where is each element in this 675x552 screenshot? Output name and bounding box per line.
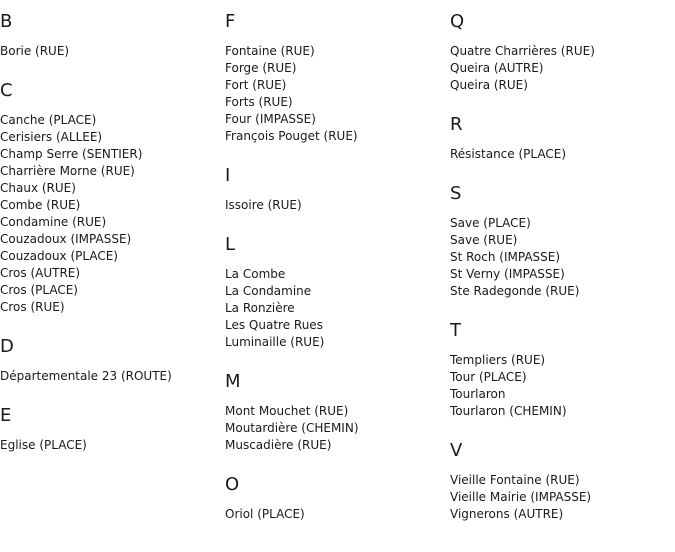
- street-item: Vieille Fontaine (RUE): [450, 473, 580, 487]
- street-item: Couzadoux (IMPASSE): [0, 232, 132, 246]
- letter-group-o: [225, 473, 447, 523]
- street-list: [0, 368, 222, 385]
- street-list: [225, 266, 447, 351]
- street-item: Charrière Morne (RUE): [0, 164, 135, 178]
- letter-group-r: [450, 113, 672, 163]
- street-list: [0, 112, 222, 316]
- street-item: Vignerons (AUTRE): [450, 507, 564, 521]
- letter-group-v: [450, 439, 672, 523]
- street-item: Muscadière (RUE): [225, 438, 332, 452]
- letter-heading: M: [225, 371, 241, 392]
- letter-heading: T: [450, 320, 461, 341]
- street-item: Combe (RUE): [0, 198, 81, 212]
- letter-heading: S: [450, 183, 462, 204]
- street-item: Tourlaron (CHEMIN): [450, 404, 567, 418]
- street-list: [450, 215, 672, 300]
- street-list: [450, 43, 672, 94]
- letter-heading: B: [0, 11, 13, 32]
- street-item: Tour (PLACE): [450, 370, 527, 384]
- street-item: Cros (AUTRE): [0, 266, 81, 280]
- street-index-column-2: [225, 10, 447, 542]
- letter-group-m: [225, 370, 447, 454]
- street-item: Chaux (RUE): [0, 181, 76, 195]
- street-item: Luminaille (RUE): [225, 335, 325, 349]
- letter-group-d: [0, 335, 222, 385]
- street-item: St Verny (IMPASSE): [450, 267, 565, 281]
- street-item: Four (IMPASSE): [225, 112, 316, 126]
- street-item: Borie (RUE): [0, 44, 70, 58]
- street-item: Eglise (PLACE): [0, 438, 87, 452]
- street-item: Moutardière (CHEMIN): [225, 421, 359, 435]
- street-list: [450, 472, 672, 523]
- street-item: Issoire (RUE): [225, 198, 302, 212]
- street-index-column-3: [450, 10, 672, 542]
- street-item: Résistance (PLACE): [450, 147, 566, 161]
- street-item: Mont Mouchet (RUE): [225, 404, 349, 418]
- street-list: [225, 197, 447, 214]
- street-item: Queira (RUE): [450, 78, 528, 92]
- street-item: Les Quatre Rues: [225, 318, 323, 332]
- street-list: [225, 403, 447, 454]
- street-item: Canche (PLACE): [0, 113, 97, 127]
- letter-heading: Q: [450, 11, 465, 32]
- street-list: [0, 437, 222, 454]
- street-item: Forge (RUE): [225, 61, 297, 75]
- street-item: Oriol (PLACE): [225, 507, 305, 521]
- letter-heading: O: [225, 474, 240, 495]
- street-item: Vieille Mairie (IMPASSE): [450, 490, 592, 504]
- street-list: [450, 352, 672, 420]
- street-item: Cerisiers (ALLEE): [0, 130, 103, 144]
- street-list: [225, 43, 447, 145]
- street-item: Fontaine (RUE): [225, 44, 315, 58]
- letter-group-e: [0, 404, 222, 454]
- street-list: [0, 43, 222, 60]
- street-item: La Combe: [225, 267, 286, 281]
- street-index-column-1: [0, 10, 222, 473]
- letter-heading: D: [0, 336, 14, 357]
- street-item: Forts (RUE): [225, 95, 293, 109]
- street-item: François Pouget (RUE): [225, 129, 358, 143]
- letter-heading: C: [0, 80, 13, 101]
- street-item: St Roch (IMPASSE): [450, 250, 561, 264]
- letter-heading: F: [225, 11, 236, 32]
- street-item: Save (RUE): [450, 233, 518, 247]
- letter-heading: R: [450, 114, 463, 135]
- street-item: Départementale 23 (ROUTE): [0, 369, 172, 383]
- street-item: Tourlaron: [450, 387, 506, 401]
- street-item: Couzadoux (PLACE): [0, 249, 118, 263]
- street-item: Cros (RUE): [0, 300, 65, 314]
- street-item: Ste Radegonde (RUE): [450, 284, 580, 298]
- letter-group-s: [450, 182, 672, 300]
- street-item: Save (PLACE): [450, 216, 531, 230]
- letter-group-f: [225, 10, 447, 145]
- letter-heading: L: [225, 234, 236, 255]
- letter-group-q: [450, 10, 672, 94]
- letter-group-l: [225, 233, 447, 351]
- letter-group-c: [0, 79, 222, 316]
- street-list: [225, 506, 447, 523]
- street-item: Templiers (RUE): [450, 353, 546, 367]
- letter-heading: E: [0, 405, 12, 426]
- letter-heading: V: [450, 440, 463, 461]
- street-item: La Ronzière: [225, 301, 295, 315]
- street-item: Fort (RUE): [225, 78, 287, 92]
- street-item: Condamine (RUE): [0, 215, 107, 229]
- street-list: [450, 146, 672, 163]
- letter-group-t: [450, 319, 672, 420]
- street-item: La Condamine: [225, 284, 312, 298]
- street-item: Cros (PLACE): [0, 283, 78, 297]
- street-item: Quatre Charrières (RUE): [450, 44, 595, 58]
- street-item: Champ Serre (SENTIER): [0, 147, 143, 161]
- street-item: Queira (AUTRE): [450, 61, 544, 75]
- letter-heading: I: [225, 165, 231, 186]
- letter-group-i: [225, 164, 447, 214]
- letter-group-b: [0, 10, 222, 60]
